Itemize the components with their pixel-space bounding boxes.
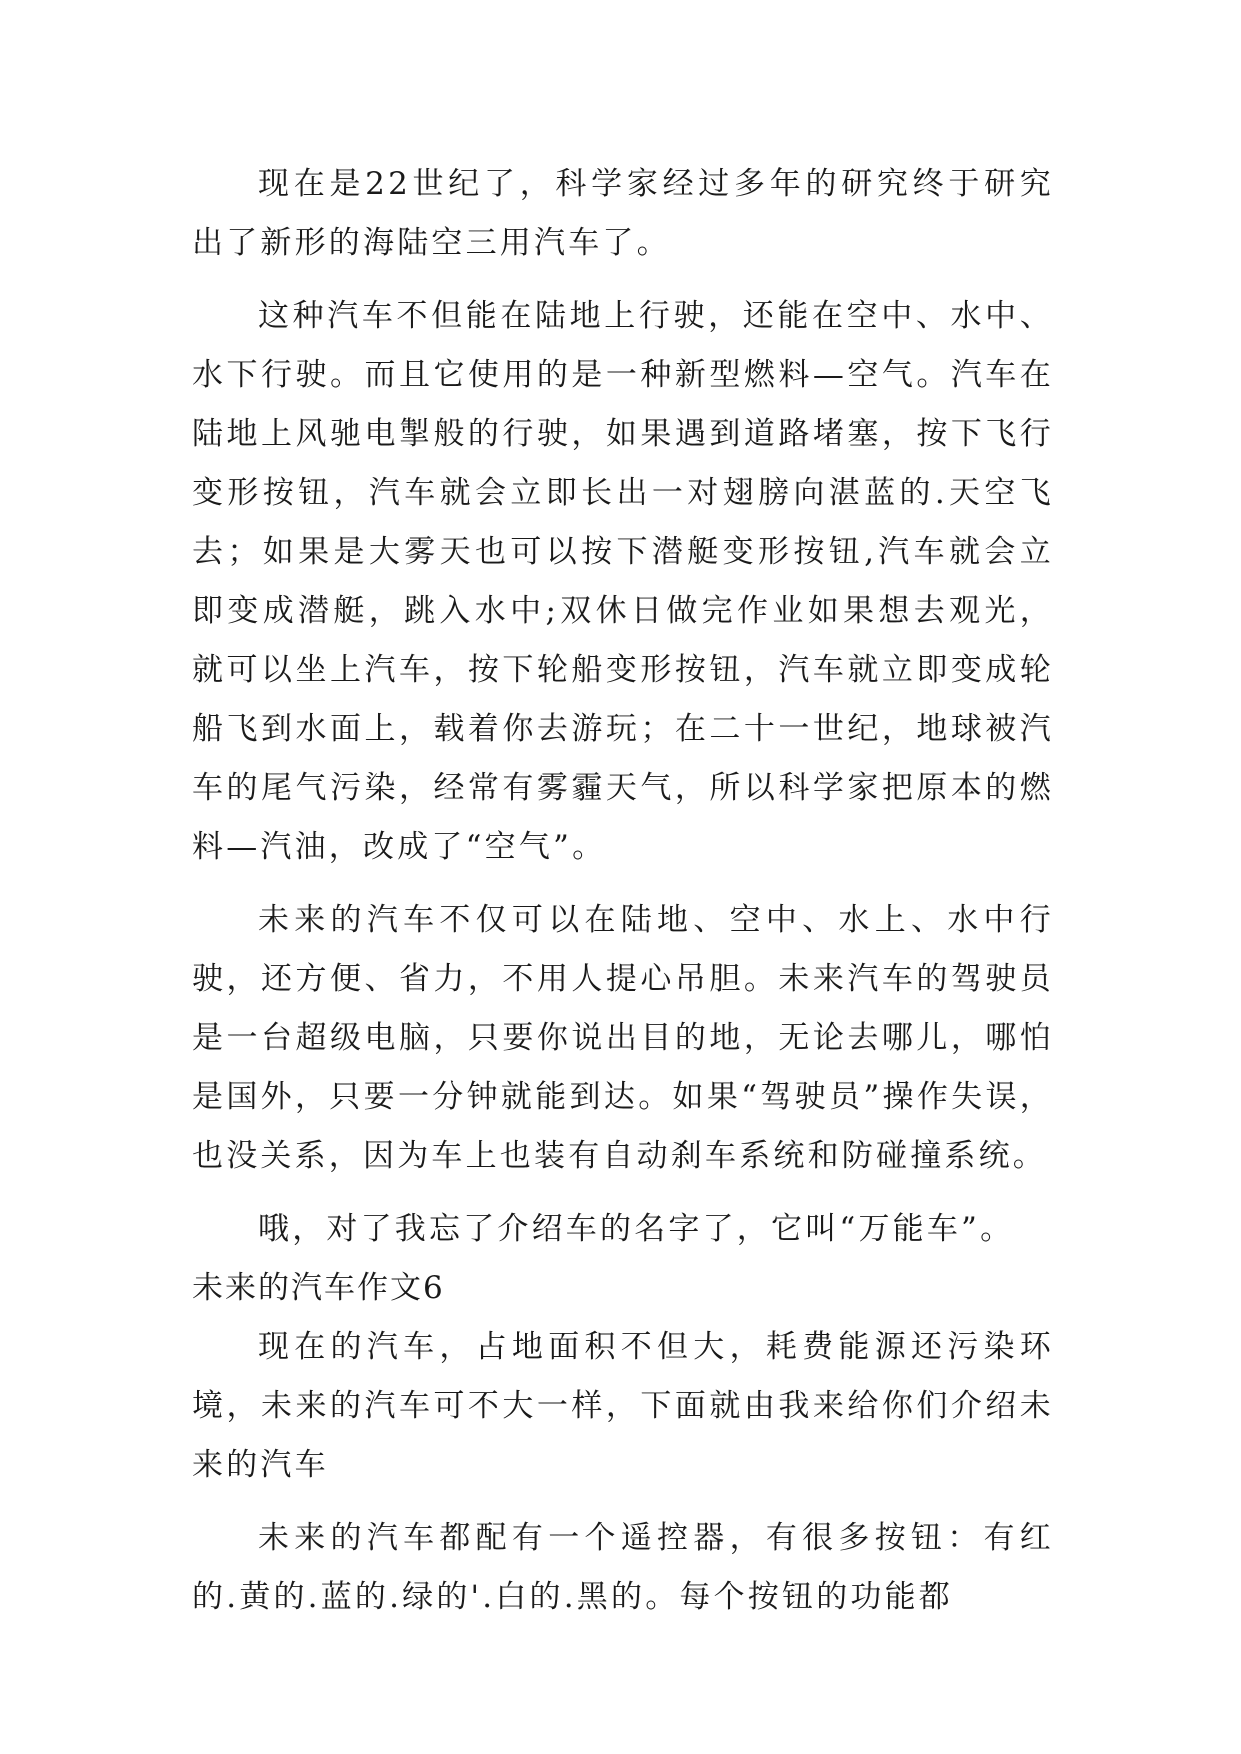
essay-heading: 未来的汽车作文6 <box>192 1270 445 1306</box>
paragraph-remote-control: 未来的汽车都配有一个遥控器，有很多按钮：有红的.黄的.蓝的.绿的'.白的.黑的。每个按钮的功能都 <box>192 1520 1054 1615</box>
paragraph-future-car-intro: 现在是22世纪了，科学家经过多年的研究终于研究出了新形的海陆空三用汽车了。 <box>192 166 1054 261</box>
paragraph-car-autopilot: 未来的汽车不仅可以在陆地、空中、水上、水中行驶，还方便、省力，不用人提心吊胆。未来汽车的驾驶员是一台超级电脑，只要你说出目的地，无论去哪儿，哪怕是国外，只要一分钟就能到达。如果“驾驶员”操作失误，也没关系，因为车上也装有自动刹车系统和防碰撞系统。 <box>192 902 1054 1174</box>
paragraph-car-features: 这种汽车不但能在陆地上行驶，还能在空中、水中、水下行驶。而且它使用的是一种新型燃料—空气。汽车在陆地上风驰电掣般的行驶，如果遇到道路堵塞，按下飞行变形按钮，汽车就会立即长出一对翅膀向湛蓝的.天空飞去；如果是大雾天也可以按下潜艇变形按钮,汽车就会立即变成潜艇，跳入水中;双休日做完作业如果想去观光，就可以坐上汽车，按下轮船变形按钮，汽车就立即变成轮船飞到水面上，载着你去游玩；在二十一世纪，地球被汽车的尾气污染，经常有雾霾天气，所以科学家把原本的燃料—汽油，改成了“空气”。 <box>192 298 1054 865</box>
paragraph-car-name: 哦，对了我忘了介绍车的名字了，它叫“万能车”。 <box>258 1211 1015 1247</box>
document-body <box>192 155 1054 1641</box>
paragraph-current-cars: 现在的汽车，占地面积不但大，耗费能源还污染环境，未来的汽车可不大一样，下面就由我来给你们介绍未来的汽车 <box>192 1329 1054 1483</box>
